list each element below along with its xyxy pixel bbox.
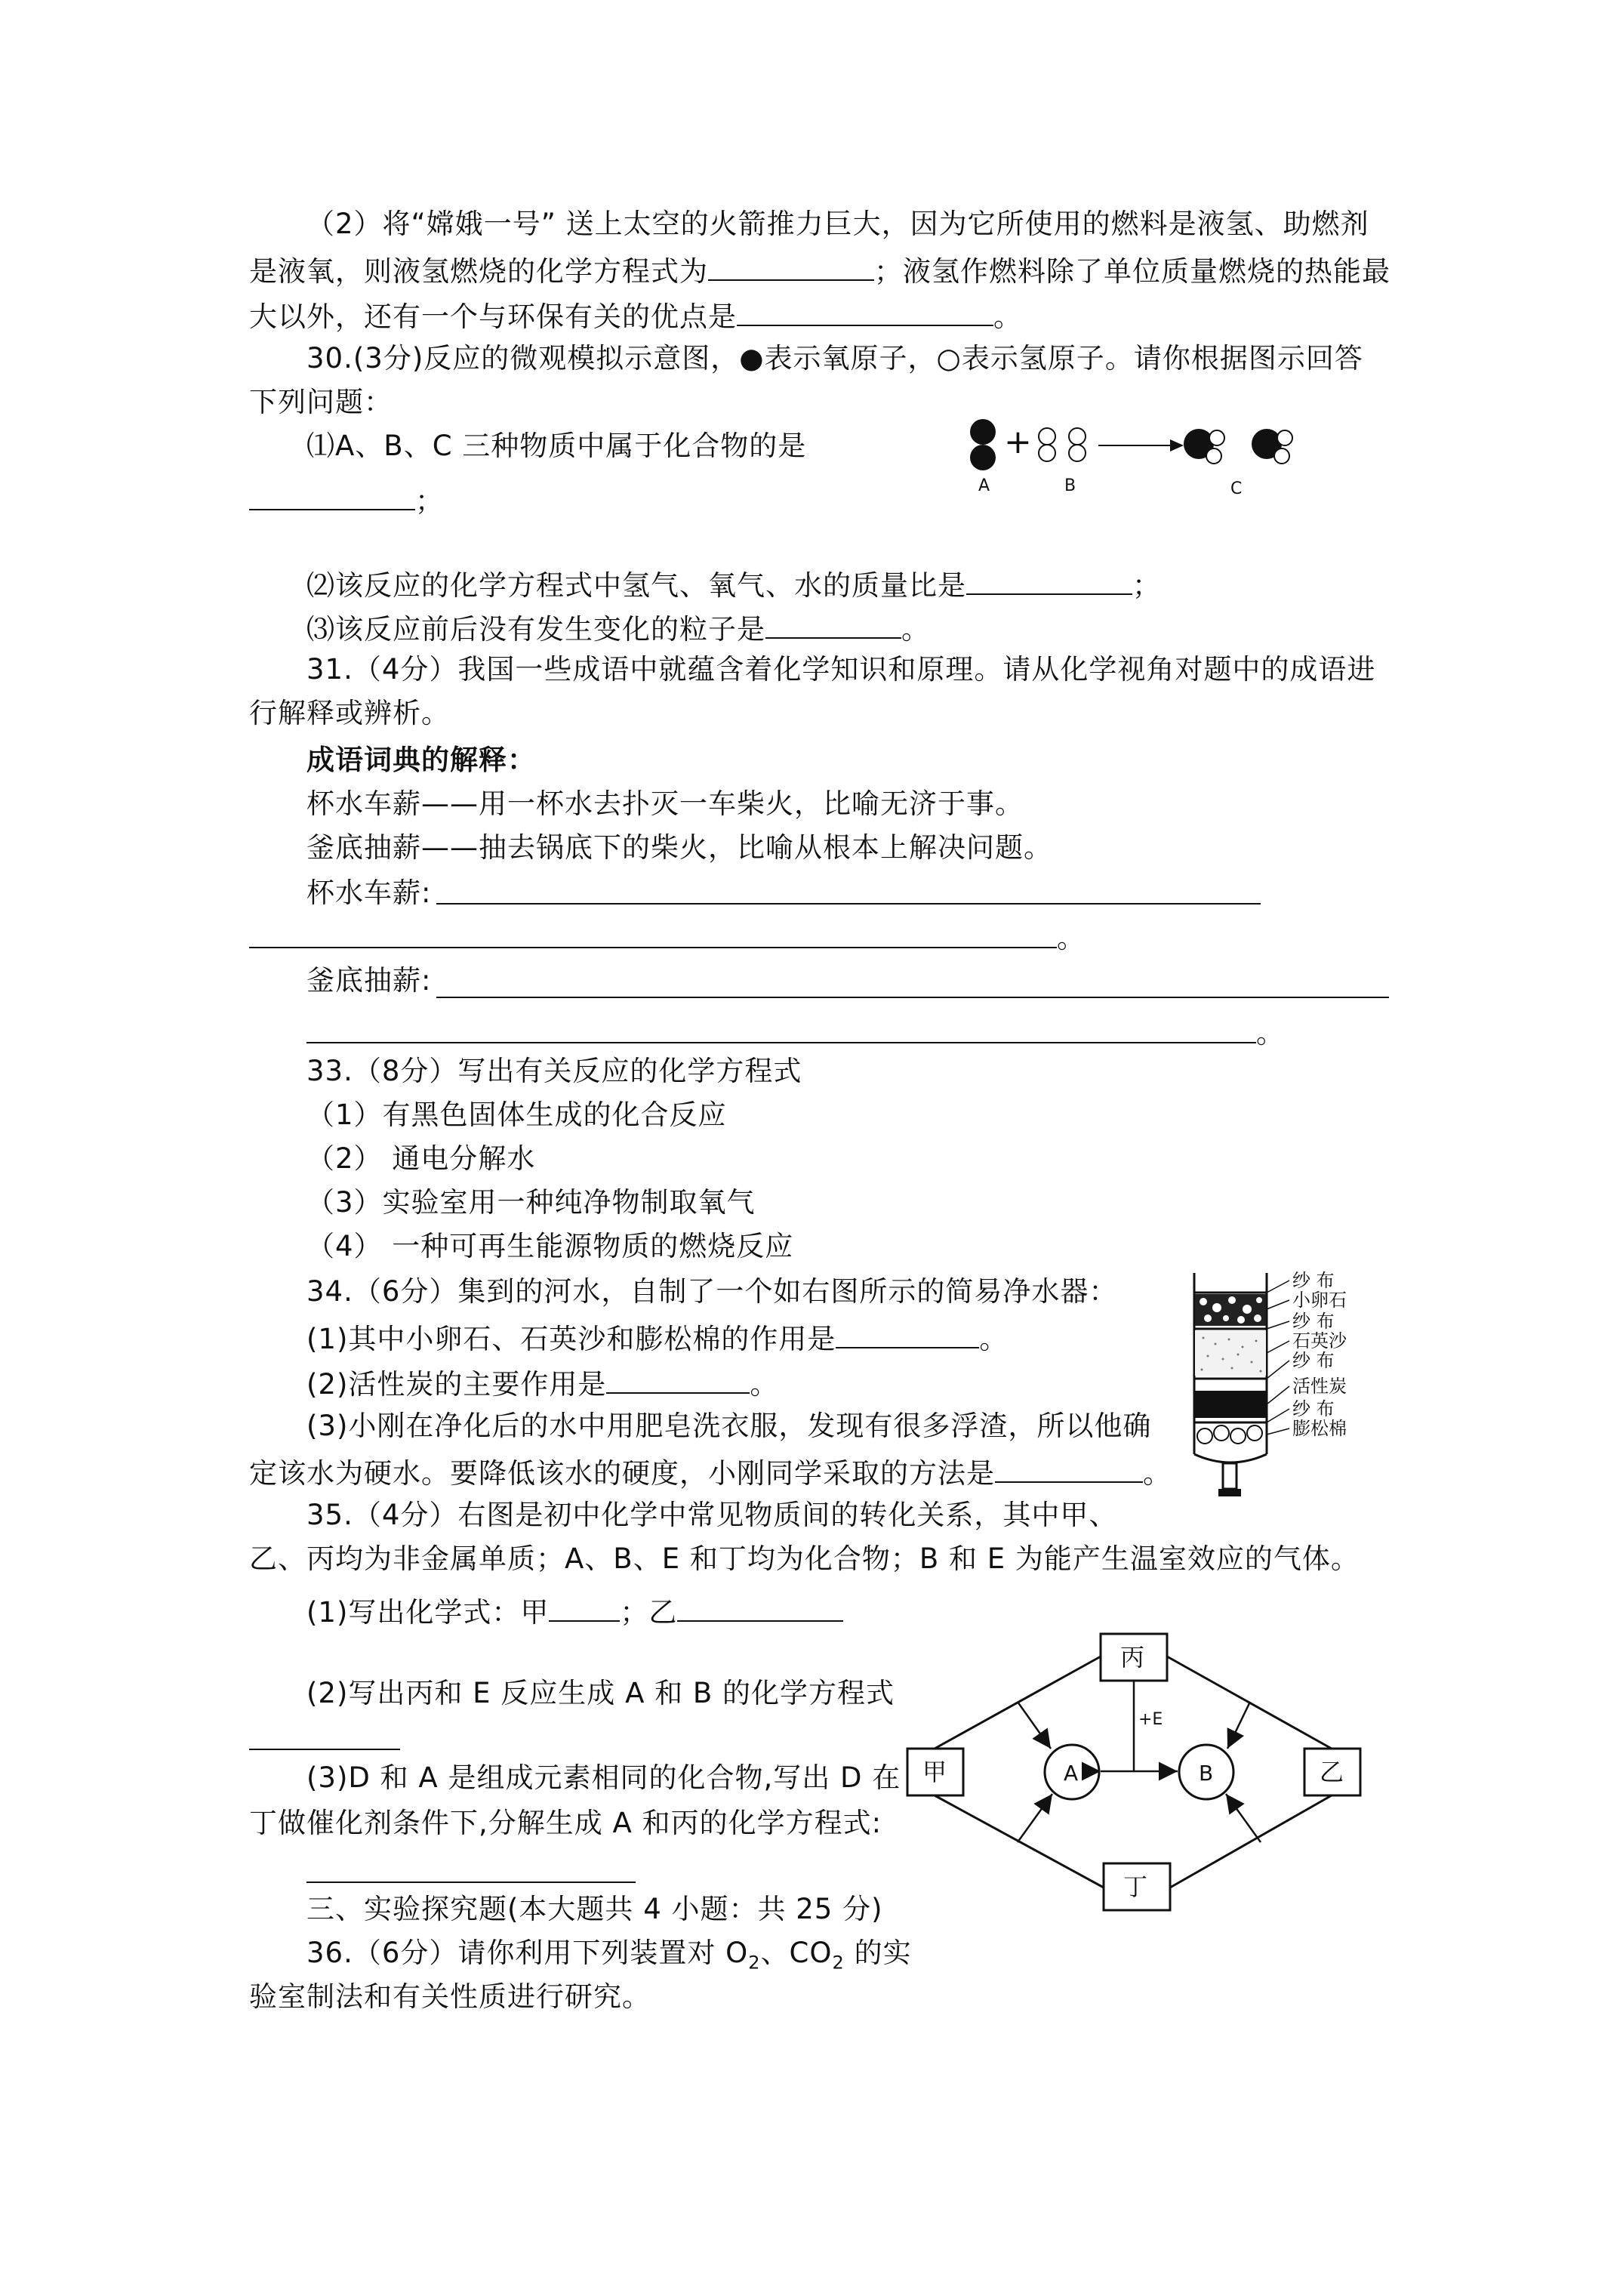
label-ding: 丁: [1123, 1872, 1148, 1901]
purifier-label-quartz-sand: 石英沙: [1292, 1330, 1347, 1351]
diagram-label-b: B: [1064, 476, 1076, 495]
q30-part1-end: [249, 479, 444, 520]
hydrogen-atom: [1039, 428, 1055, 445]
q34-part1-text: (1)其中小卵石、石英沙和膨松棉的作用是: [306, 1323, 836, 1355]
plus-sign: +: [1004, 423, 1032, 461]
q30-part3: [306, 607, 930, 649]
q36-subscript-co2: 2: [832, 1952, 845, 1974]
q35-part3-answer-line[interactable]: [306, 1881, 636, 1883]
idiom2-answer-end: 。: [1256, 1017, 1285, 1049]
q34-part3-text: 定该水为硬水。要降低该水的硬度，小刚同学采取的方法是: [249, 1457, 995, 1490]
purifier-label-pebbles: 小卵石: [1292, 1290, 1347, 1311]
q30-part1: ⑴A、B、C 三种物质中属于化合物的是: [306, 430, 807, 462]
label-jia: 甲: [922, 1758, 947, 1786]
hydrogen-atom: [1069, 445, 1086, 461]
q35-part2: (2)写出丙和 E 反应生成 A 和 B 的化学方程式: [306, 1677, 895, 1709]
q29-part2-line1: （2）将“嫦娥一号” 送上太空的火箭推力巨大，因为它所使用的燃料是液氢、助燃剂: [306, 208, 1369, 240]
answer-blank-unchanged-particle[interactable]: [765, 607, 901, 639]
hydrogen-atom: [1277, 430, 1292, 445]
q29-line3-text-a: 大以外，还有一个与环保有关的优点是: [249, 300, 737, 333]
idiom1-definition: 杯水车薪——用一杯水去扑灭一车柴火，比喻无济于事。: [306, 787, 1024, 820]
q36-text-b: 、CO: [760, 1937, 833, 1969]
reaction-molecule-diagram: [959, 400, 1321, 506]
oxygen-atom: [970, 419, 996, 445]
answer-blank-hydrogen-equation[interactable]: [708, 249, 874, 281]
q30-part3-end: 。: [901, 613, 930, 646]
q29-part2-line3: [249, 294, 1022, 336]
purifier-label-gauze: 纱 布: [1292, 1350, 1335, 1371]
diagram-label-c: C: [1230, 479, 1243, 498]
answer-blank-filter-function[interactable]: [836, 1317, 979, 1348]
q34-part1-end: 。: [979, 1323, 1009, 1355]
answer-blank-carbon-function[interactable]: [606, 1362, 750, 1394]
q35-header-line2: 乙、丙均为非金属单质；A、B、E 和丁均为化合物；B 和 E 为能产生温室效应的气体。: [249, 1542, 1360, 1575]
substance-conversion-diagram: [891, 1623, 1389, 1925]
q34-part3-line2: [249, 1451, 1172, 1493]
hydrogen-atom: [1274, 448, 1289, 464]
q36-subscript-o2: 2: [748, 1952, 761, 1974]
idiom2-definition: 釜底抽薪——抽去锅底下的柴火，比喻从根本上解决问题。: [306, 831, 1052, 864]
q30-part2: [306, 563, 1161, 605]
section3-title: 三、实验探究题(本大题共 4 小题：共 25 分): [306, 1893, 883, 1925]
answer-blank-mass-ratio[interactable]: [966, 563, 1132, 595]
answer-blank-softening-method[interactable]: [995, 1451, 1143, 1483]
label-plus-e: +E: [1138, 1710, 1163, 1729]
purifier-label-gauze: 纱 布: [1292, 1311, 1335, 1332]
q33-item-4: （4） 一种可再生能源物质的燃烧反应: [306, 1230, 794, 1262]
purifier-label-gauze: 纱 布: [1292, 1398, 1335, 1419]
idiom2-answer-line2[interactable]: [306, 1042, 1256, 1043]
hydrogen-atom: [1069, 428, 1086, 445]
q30-part2-text: ⑵该反应的化学方程式中氢气、氧气、水的质量比是: [306, 569, 966, 602]
water-purifier-diagram: [1178, 1265, 1397, 1522]
answer-blank-formula-yi[interactable]: [677, 1590, 843, 1622]
label-a: A: [1064, 1761, 1079, 1786]
q29-line2-text-a: 是液氧，则液氢燃烧的化学方程式为: [249, 255, 708, 288]
q36-line2: 验室制法和有关性质进行研究。: [249, 1980, 651, 2013]
hydrogen-atom: [1206, 448, 1221, 464]
q34-part3-line1: (3)小刚在净化后的水中用肥皂洗衣服，发现有很多浮渣，所以他确: [306, 1410, 1152, 1442]
diagram-label-a: A: [978, 476, 990, 495]
q30-part1-semicolon: ；: [415, 485, 444, 517]
q34-part2-end: 。: [750, 1368, 779, 1401]
q35-part2-answer-line[interactable]: [249, 1749, 400, 1750]
idiom2-answer-label: 釜底抽薪:: [306, 964, 432, 997]
idiom1-answer-line2[interactable]: [249, 947, 1057, 948]
q30-header-line1: 30.(3分)反应的微观模拟示意图，●表示氧原子，○表示氢原子。请你根据图示回答: [306, 342, 1363, 374]
q34-part3-end: 。: [1143, 1457, 1172, 1490]
purifier-label-gauze: 纱 布: [1292, 1270, 1335, 1291]
idiom1-answer-line1[interactable]: [436, 903, 1261, 905]
q36-line1: [306, 1934, 912, 1981]
label-b: B: [1199, 1761, 1214, 1786]
q33-item-3: （3）实验室用一种纯净物制取氧气: [306, 1186, 756, 1219]
idiom1-answer-end: 。: [1057, 922, 1086, 954]
arrow-head-icon: [1170, 439, 1184, 451]
hydrogen-atom: [1209, 430, 1224, 445]
q29-line2-text-b: ；液氢作燃料除了单位质量燃烧的热能最: [874, 255, 1390, 288]
q34-part2: [306, 1362, 778, 1404]
label-bing: 丙: [1120, 1643, 1145, 1672]
q35-part1-text-b: ；乙: [620, 1596, 678, 1629]
idiom2-answer-line1[interactable]: [436, 997, 1389, 998]
q30-part2-end: ；: [1132, 569, 1161, 602]
q35-part1: [306, 1590, 843, 1632]
q33-item-2: （2） 通电分解水: [306, 1142, 536, 1175]
q29-line3-text-b: 。: [993, 300, 1022, 333]
q29-part2-line2: [249, 249, 1390, 291]
idiom1-answer-label: 杯水车薪:: [306, 877, 432, 909]
q34-part1: [306, 1317, 1008, 1358]
idiom-dictionary-title: 成语词典的解释：: [306, 744, 536, 776]
q35-part3-line2: 丁做催化剂条件下,分解生成 A 和丙的化学方程式:: [249, 1807, 882, 1839]
q31-header-line2: 行解释或辨析。: [249, 697, 450, 729]
label-yi: 乙: [1320, 1758, 1344, 1786]
q33-item-1: （1）有黑色固体生成的化合反应: [306, 1099, 727, 1131]
q35-part1-text-a: (1)写出化学式：甲: [306, 1596, 550, 1629]
q33-header: 33.（8分）写出有关反应的化学方程式: [306, 1055, 802, 1087]
answer-blank-compound[interactable]: [249, 479, 415, 510]
hydrogen-atom: [1039, 445, 1055, 461]
q31-header-line1: 31.（4分）我国一些成语中就蕴含着化学知识和原理。请从化学视角对题中的成语进: [306, 653, 1376, 686]
q34-part2-text: (2)活性炭的主要作用是: [306, 1368, 607, 1401]
oxygen-atom: [970, 445, 996, 470]
q30-header-line2: 下列问题：: [249, 386, 393, 418]
q36-text-c: 的实: [844, 1937, 912, 1969]
purifier-label-cotton: 膨松棉: [1292, 1418, 1347, 1439]
q35-part3-line1: (3)D 和 A 是组成元素相同的化合物,写出 D 在: [306, 1761, 901, 1794]
q34-header: 34.（6分）集到的河水，自制了一个如右图所示的简易净水器：: [306, 1275, 1118, 1308]
q30-part3-text: ⑶该反应前后没有发生变化的粒子是: [306, 613, 765, 646]
q35-header-line1: 35.（4分）右图是初中化学中常见物质间的转化关系，其中甲、: [306, 1499, 1118, 1531]
answer-blank-formula-jia[interactable]: [549, 1590, 620, 1622]
purifier-label-activated-carbon: 活性炭: [1292, 1376, 1347, 1397]
q36-text-a: 36.（6分）请你利用下列装置对 O: [306, 1937, 749, 1969]
answer-blank-environment-advantage[interactable]: [737, 294, 993, 326]
